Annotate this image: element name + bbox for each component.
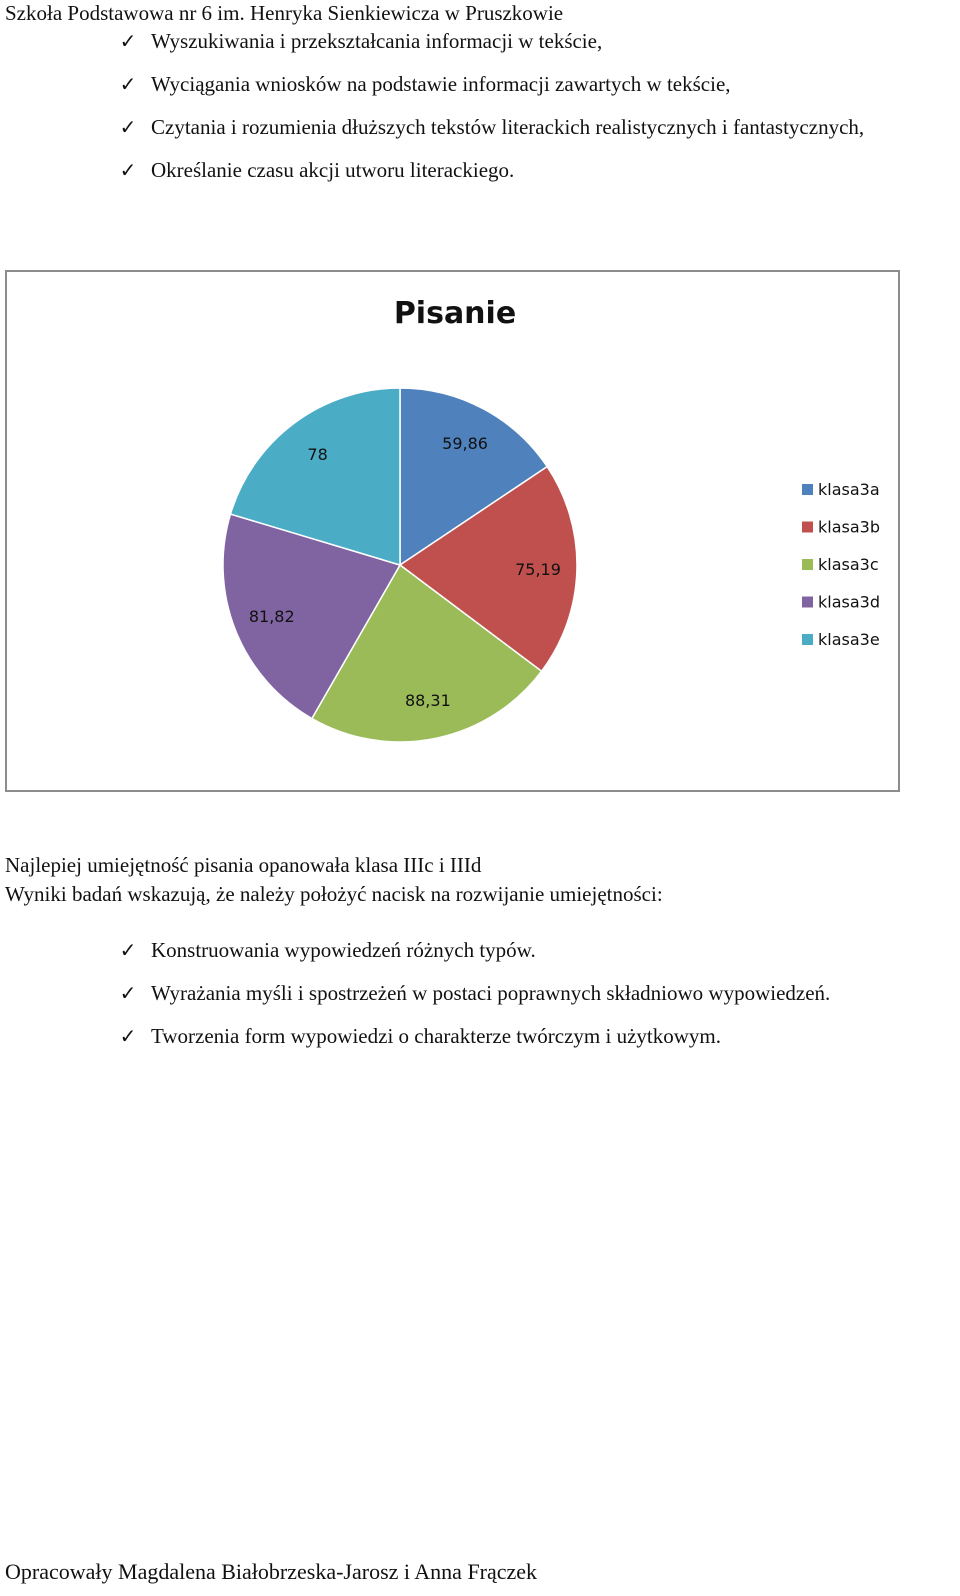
data-label-klasa3e: 78 [307,445,328,465]
legend-swatch-klasa3e [802,634,813,645]
list-item: ✓ Wyszukiwania i przekształcania informacji w tekście, [0,20,958,63]
checkmark-icon: ✓ [119,938,137,962]
list-item: ✓ Tworzenia form wypowiedzi o charakterze twórczym i użytkowym. [0,1015,958,1058]
legend-label-klasa3a: klasa3a [818,480,880,499]
chart-title: Pisanie [393,296,517,331]
legend-label-klasa3d: klasa3d [818,592,880,612]
legend-label-klasa3e: klasa3e [818,630,880,649]
legend-swatch-klasa3b [802,522,813,533]
checkmark-icon: ✓ [119,115,137,139]
checkmark-icon: ✓ [119,72,137,96]
legend-label-klasa3b: klasa3b [818,517,880,537]
checkmark-icon: ✓ [119,29,137,53]
legend-swatch-klasa3c [802,559,813,570]
checkmark-icon: ✓ [119,1024,137,1048]
list-item: ✓ Czytania i rozumienia dłuższych tekstów literackich realistycznych i fantastycznych, [0,106,958,149]
recommendation-paragraph: Wyniki badań wskazują, że należy położyć nacisk na rozwijanie umiejętności: [5,882,663,906]
list-item: ✓ Wyrażania myśli i spostrzeżeń w postaci poprawnych składniowo wypowiedzeń. [0,972,958,1015]
data-label-klasa3d: 81,82 [248,607,295,627]
list-item: ✓ Określanie czasu akcji utworu literackiego. [0,149,958,192]
data-label-klasa3c: 88,31 [404,691,451,711]
data-label-klasa3a: 59,86 [442,434,488,454]
legend-swatch-klasa3a [802,484,813,495]
pie-chart-pisanie [5,270,900,792]
data-label-klasa3b: 75,19 [515,559,561,579]
page-footer: Opracowały Magdalena Białobrzeska-Jarosz i Anna Frączek [5,1559,538,1584]
checkmark-icon: ✓ [119,981,137,1005]
legend-swatch-klasa3d [802,597,813,608]
skills-list-writing [0,929,960,1058]
list-item: ✓ Wyciągania wniosków na podstawie informacji zawartych w tekście, [0,63,958,106]
list-item: ✓ Konstruowania wypowiedzeń różnych typów. [0,929,958,972]
skills-list-reading [0,20,960,192]
checkmark-icon: ✓ [119,158,137,182]
page-header: Szkoła Podstawowa nr 6 im. Henryka Sienkiewicza w Pruszkowie [5,1,564,25]
chart-canvas [7,272,902,794]
summary-paragraph: Najlepiej umiejętność pisania opanowała klasa IIIc i IIId [5,853,482,877]
legend-label-klasa3c: klasa3c [818,555,879,574]
